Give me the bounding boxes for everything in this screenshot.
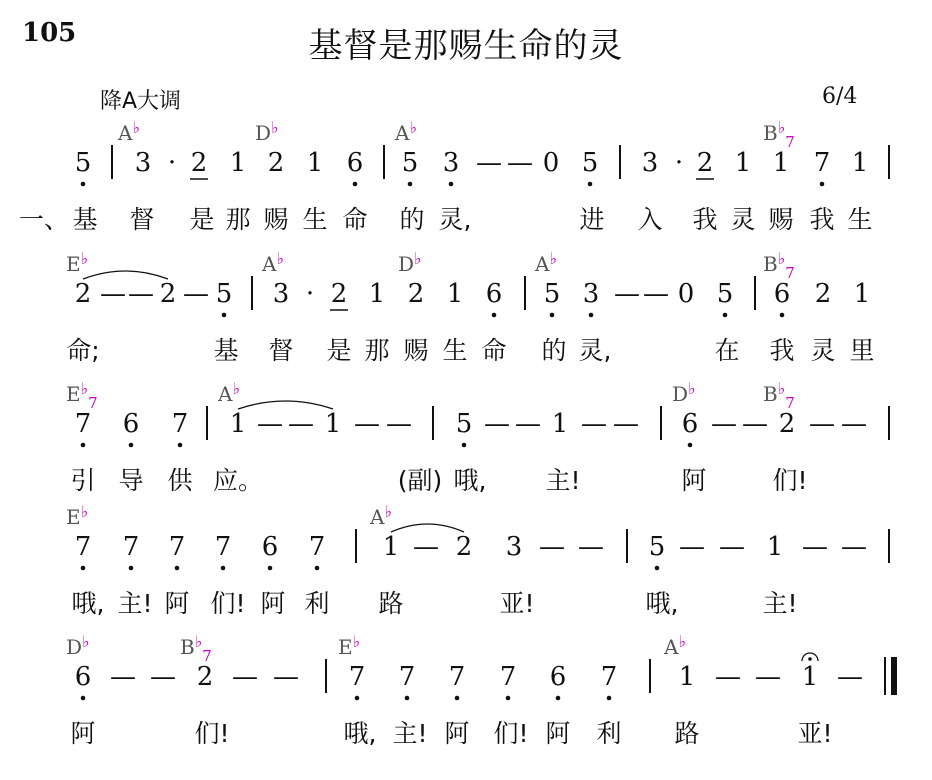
lyric: 主!: [545, 466, 581, 495]
chord-symbol: D♭: [672, 379, 696, 406]
lyric: 生: [847, 205, 873, 234]
octave-dot: [355, 696, 360, 701]
lyric: 在: [714, 336, 740, 365]
octave-dot: [820, 182, 825, 187]
lyric: 的: [541, 336, 567, 365]
note: 3: [134, 148, 152, 178]
note-extension: —: [715, 662, 741, 692]
lyric: 阿: [70, 719, 96, 748]
chord-symbol: A♭: [218, 379, 240, 406]
lyric: 命: [342, 205, 368, 234]
lyric: 阿: [260, 589, 286, 618]
note: 6: [74, 662, 92, 692]
lyric: 哦,: [71, 589, 105, 618]
note-extension: —: [643, 279, 669, 309]
note: 1: [306, 148, 324, 178]
note: 7: [600, 662, 618, 692]
note: 3: [641, 148, 659, 178]
note: 7: [74, 532, 92, 562]
note-extension: —: [614, 279, 640, 309]
octave-dot: [408, 182, 413, 187]
octave-dot: [462, 443, 467, 448]
lyric: 那: [225, 205, 251, 234]
lyric: 阿: [545, 719, 571, 748]
note: 2: [330, 279, 348, 309]
note-extension: —: [841, 409, 867, 439]
note: 7: [499, 662, 517, 692]
lyric: 灵: [810, 336, 836, 365]
note: 2: [814, 279, 832, 309]
note-extension: —: [386, 409, 412, 439]
tie-arc: [238, 401, 333, 409]
lyric: 利: [596, 719, 622, 748]
lyric: 的: [399, 205, 425, 234]
octave-dot: [492, 313, 497, 318]
lyric: 哦,: [343, 719, 377, 748]
chord-symbol: E♭: [66, 249, 89, 276]
note: 1: [229, 409, 247, 439]
note: ·: [305, 279, 315, 309]
lyric: 供: [167, 466, 193, 495]
octave-dot: [607, 696, 612, 701]
lyric: 灵,: [438, 205, 472, 234]
system-4: [66, 502, 889, 618]
note-extension: —: [257, 409, 283, 439]
lyric: 灵: [730, 205, 756, 234]
note: 1: [229, 148, 247, 178]
note: 1: [766, 532, 784, 562]
lyric: 我: [809, 205, 835, 234]
lyric: 进: [579, 205, 605, 234]
octave-dot: [81, 443, 86, 448]
note: 2: [190, 148, 208, 178]
note: 1: [772, 148, 790, 178]
note-extension: —: [484, 409, 510, 439]
note-extension: —: [232, 662, 258, 692]
note-extension: —: [755, 662, 781, 692]
note: ·: [167, 148, 177, 178]
note: 1: [801, 662, 819, 692]
note: 3: [582, 279, 600, 309]
octave-dot: [178, 443, 183, 448]
note-extension: —: [841, 532, 867, 562]
note: 7: [122, 532, 140, 562]
octave-dot: [588, 182, 593, 187]
note: 7: [308, 532, 326, 562]
note-extension: —: [719, 532, 745, 562]
hymn-title: 基督是那赐生命的灵: [308, 26, 624, 66]
lyric: 主!: [762, 589, 798, 618]
chord-symbol: E♭: [338, 632, 361, 659]
chord-symbol: A♭: [370, 502, 392, 529]
note-extension: —: [613, 409, 639, 439]
chord-symbol: A♭: [118, 118, 140, 145]
chord-symbol: A♭: [664, 632, 686, 659]
note-extension: —: [183, 279, 209, 309]
note: 6: [681, 409, 699, 439]
note: ·: [674, 148, 684, 178]
note: 1: [382, 532, 400, 562]
lyric: 哦,: [453, 466, 487, 495]
octave-dot: [353, 182, 358, 187]
note-extension: —: [110, 662, 136, 692]
lyric: 阿: [164, 589, 190, 618]
lyric: 们!: [210, 589, 246, 618]
octave-dot: [81, 182, 86, 187]
note: 2: [196, 662, 214, 692]
lyric: 那: [364, 336, 390, 365]
note: 5: [455, 409, 473, 439]
note-extension: —: [515, 409, 541, 439]
octave-dot: [449, 182, 454, 187]
lyric: 赐: [768, 205, 794, 234]
octave-dot: [81, 696, 86, 701]
octave-dot: [129, 566, 134, 571]
note: 5: [648, 532, 666, 562]
note: 3: [442, 148, 460, 178]
lyric: 阿: [681, 466, 707, 495]
note: 7: [168, 532, 186, 562]
note: 7: [448, 662, 466, 692]
chord-symbol: $B^♭_7$: [763, 118, 795, 151]
note-extension: —: [742, 409, 768, 439]
octave-dot: [688, 443, 693, 448]
chord-symbol: A♭: [262, 249, 284, 276]
note: 1: [851, 148, 869, 178]
tie-arc: [83, 271, 168, 279]
octave-dot: [315, 566, 320, 571]
note: 1: [368, 279, 386, 309]
lyric: 主!: [392, 719, 428, 748]
lyric: 生: [442, 336, 468, 365]
octave-dot: [550, 313, 555, 318]
note-extension: —: [273, 662, 299, 692]
note: 5: [581, 148, 599, 178]
lyric: 命: [481, 336, 507, 365]
note: 3: [505, 532, 523, 562]
note-extension: —: [476, 148, 502, 178]
lyric: 应。: [212, 466, 264, 495]
lyric: 路: [674, 719, 700, 748]
note: 1: [551, 409, 569, 439]
lyric: 督: [268, 336, 294, 365]
lyric: 我: [769, 336, 795, 365]
note-extension: —: [507, 148, 533, 178]
lyric: 里: [849, 336, 875, 365]
note: 5: [215, 279, 233, 309]
octave-dot: [175, 566, 180, 571]
lyric: 赐: [263, 205, 289, 234]
note: 6: [773, 279, 791, 309]
note-extension: —: [837, 662, 863, 692]
chord-symbol: $B^♭_7$: [763, 249, 795, 282]
octave-dot: [455, 696, 460, 701]
lyric: 们!: [194, 719, 230, 748]
lyric: 是: [326, 336, 352, 365]
note-extension: —: [802, 532, 828, 562]
note: 7: [813, 148, 831, 178]
lyric: 是: [189, 205, 215, 234]
note: 2: [159, 279, 177, 309]
octave-dot: [222, 313, 227, 318]
note: 2: [696, 148, 714, 178]
octave-dot: [268, 566, 273, 571]
octave-dot: [780, 313, 785, 318]
lyric: 们!: [493, 719, 529, 748]
time-signature: 6/4: [822, 84, 858, 109]
lyric: 导: [118, 466, 144, 495]
note: 1: [853, 279, 871, 309]
note: 5: [543, 279, 561, 309]
note-extension: —: [288, 409, 314, 439]
note-extension: —: [413, 532, 439, 562]
note: 0: [542, 148, 560, 178]
note: 7: [74, 409, 92, 439]
note-extension: —: [578, 532, 604, 562]
note: 6: [261, 532, 279, 562]
octave-dot: [221, 566, 226, 571]
chord-symbol: D♭: [398, 249, 422, 276]
lyric: 我: [692, 205, 718, 234]
note: 5: [74, 148, 92, 178]
system-3: [66, 379, 889, 495]
lyric: 们!: [772, 466, 808, 495]
lyric: 基: [213, 336, 239, 365]
octave-dot: [655, 566, 660, 571]
lyric: 督: [129, 205, 155, 234]
note: 1: [446, 279, 464, 309]
octave-dot: [81, 566, 86, 571]
lyric: 阿: [444, 719, 470, 748]
lyric: 利: [304, 589, 330, 618]
system-2: [66, 249, 875, 365]
note: 7: [171, 409, 189, 439]
hymn-number: 105: [22, 18, 77, 48]
system-5: [66, 632, 894, 748]
note: 2: [455, 532, 473, 562]
note: 1: [678, 662, 696, 692]
chord-symbol: $B^♭_7$: [180, 632, 212, 665]
system-1: [19, 118, 889, 234]
lyric: 哦,: [645, 589, 679, 618]
note-extension: —: [581, 409, 607, 439]
lyric: 主!: [117, 589, 153, 618]
lyric: 引: [70, 466, 96, 495]
note: 7: [214, 532, 232, 562]
chord-symbol: D♭: [66, 632, 90, 659]
lyric: 命;: [66, 336, 100, 365]
note-extension: —: [539, 532, 565, 562]
octave-dot: [556, 696, 561, 701]
note: 5: [716, 279, 734, 309]
note: 3: [272, 279, 290, 309]
note-extension: —: [679, 532, 705, 562]
note: 7: [398, 662, 416, 692]
lyric: 路: [378, 589, 404, 618]
note-extension: —: [354, 409, 380, 439]
lyric: (副): [397, 466, 443, 495]
chord-symbol: A♭: [535, 249, 557, 276]
chord-symbol: A♭: [395, 118, 417, 145]
note-extension: —: [809, 409, 835, 439]
note-extension: —: [711, 409, 737, 439]
chord-symbol: $B^♭_7$: [763, 379, 795, 412]
chord-symbol: $E^♭_7$: [66, 379, 98, 412]
chord-symbol: D♭: [255, 118, 279, 145]
note-extension: —: [100, 279, 126, 309]
lyric: 亚!: [499, 589, 535, 618]
note: 2: [74, 279, 92, 309]
chord-symbol: E♭: [66, 502, 89, 529]
note-extension: —: [128, 279, 154, 309]
octave-dot: [506, 696, 511, 701]
lyric: 一、: [18, 205, 70, 234]
note: 0: [677, 279, 695, 309]
note: 6: [485, 279, 503, 309]
note-extension: —: [150, 662, 176, 692]
lyric: 赐: [403, 336, 429, 365]
key-signature: 降A大调: [100, 89, 182, 114]
tie-arc: [391, 524, 464, 532]
note: 1: [734, 148, 752, 178]
note: 6: [549, 662, 567, 692]
fermata-dot: [808, 657, 812, 661]
octave-dot: [129, 443, 134, 448]
note: 2: [407, 279, 425, 309]
note: 2: [267, 148, 285, 178]
note: 1: [324, 409, 342, 439]
octave-dot: [405, 696, 410, 701]
note: 2: [778, 409, 796, 439]
lyric: 亚!: [797, 719, 833, 748]
note: 5: [401, 148, 419, 178]
lyric: 基: [72, 205, 98, 234]
note: 6: [122, 409, 140, 439]
note: 6: [346, 148, 364, 178]
octave-dot: [589, 313, 594, 318]
note: 7: [348, 662, 366, 692]
lyric: 生: [302, 205, 328, 234]
lyric: 入: [637, 205, 663, 234]
lyric: 灵,: [578, 336, 612, 365]
octave-dot: [723, 313, 728, 318]
